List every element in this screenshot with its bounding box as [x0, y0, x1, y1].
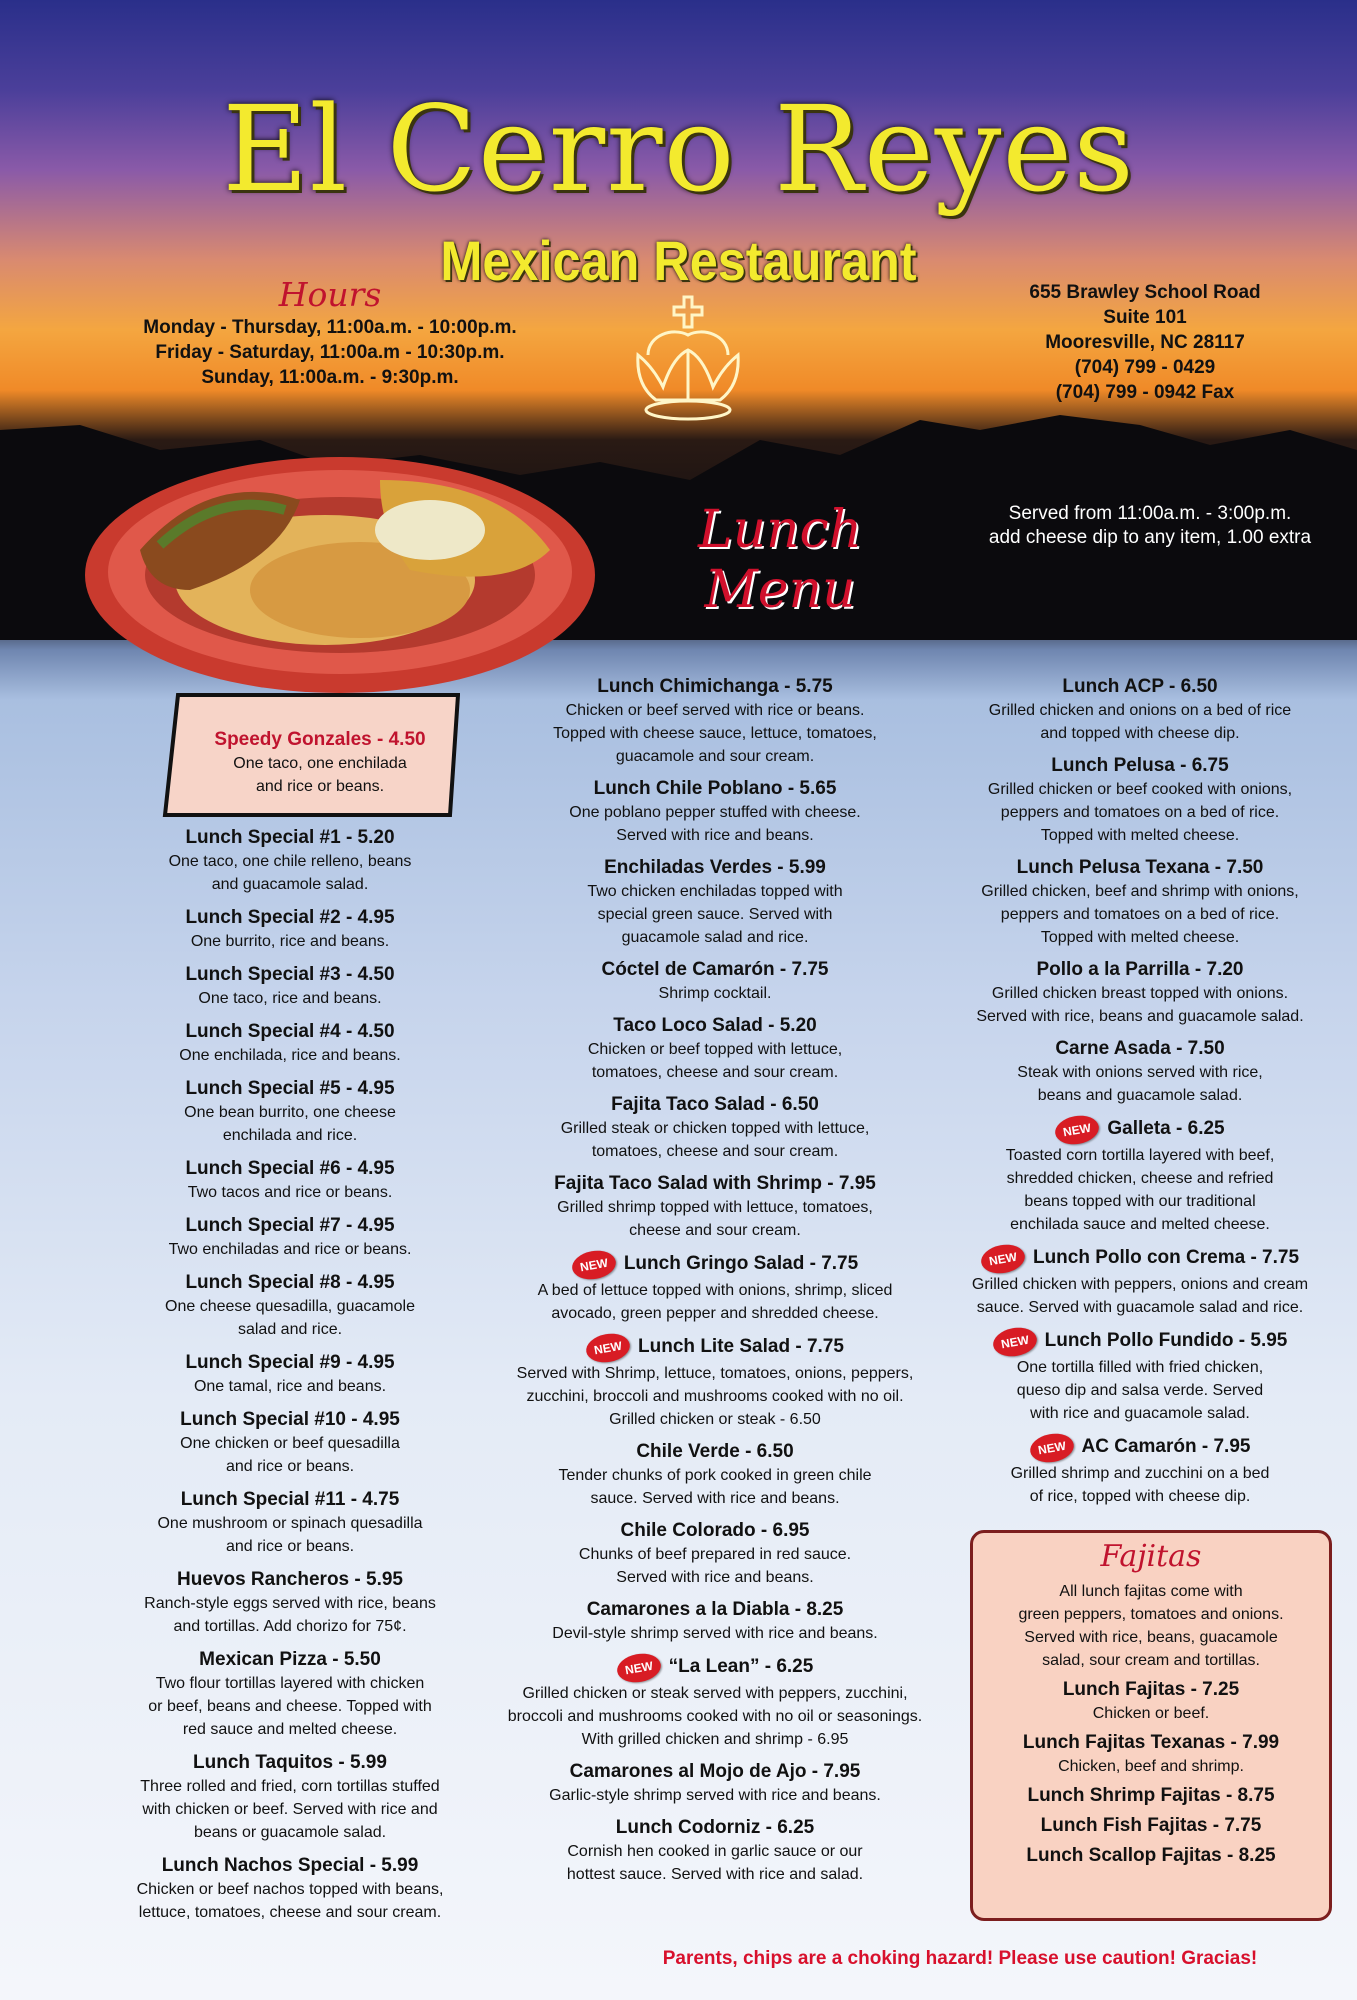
speedy-gonzales-item: [175, 728, 465, 798]
item-title: Lunch Pelusa Texana - 7.50: [1016, 857, 1264, 878]
menu-item: [500, 1251, 930, 1325]
menu-item: [125, 1214, 455, 1261]
item-desc: beans topped with our traditional: [1024, 1193, 1256, 1210]
item-desc: hottest sauce. Served with rice and salad.: [566, 1866, 864, 1883]
item-desc: cheese and sour cream.: [629, 1222, 801, 1239]
item-desc: With grilled chicken and shrimp - 6.95: [581, 1731, 849, 1748]
item-desc: Grilled chicken and onions on a bed of rice: [988, 702, 1292, 719]
item-title: Lunch Special #7 - 4.95: [185, 1215, 395, 1236]
new-badge: NEW: [584, 1330, 632, 1365]
item-desc: Grilled steak or chicken topped with lettuce,: [560, 1120, 870, 1137]
item-desc: One taco, one chile relleno, beans: [168, 853, 412, 870]
address-block: [1000, 280, 1290, 405]
new-badge: NEW: [1053, 1112, 1101, 1147]
item-name: [945, 1116, 1335, 1144]
crown-icon: [628, 295, 748, 425]
item-title: Lunch Special #4 - 4.50: [185, 1021, 395, 1042]
served-hours: Served from 11:00a.m. - 3:00p.m.: [1008, 503, 1292, 524]
item-desc: Grilled chicken, beef and shrimp with onions,: [981, 883, 1299, 900]
item-title: Galleta - 6.25: [1107, 1118, 1225, 1139]
fajitas-box: [970, 1530, 1332, 1921]
item-desc: salad and rice.: [237, 1321, 343, 1338]
item-desc: broccoli and mushrooms cooked with no oil or seasonings.: [507, 1708, 923, 1725]
fax: (704) 799 - 0942 Fax: [1055, 382, 1235, 403]
served-info: [970, 502, 1330, 550]
menu-item: [945, 1328, 1335, 1425]
item-desc: Devil-style shrimp served with rice and beans.: [552, 1625, 878, 1642]
item-desc: peppers and tomatoes on a bed of rice.: [1000, 906, 1280, 923]
item-desc: sauce. Served with rice and beans.: [590, 1490, 840, 1507]
item-desc: with rice and guacamole salad.: [1030, 1405, 1250, 1422]
item-name: Lunch Scallop Fajitas - 8.25: [1026, 1845, 1276, 1866]
item-title: Lunch Special #2 - 4.95: [185, 907, 395, 928]
restaurant-subtitle: Mexican Restaurant: [440, 229, 917, 292]
menu-item: [500, 1014, 930, 1084]
address-line: Suite 101: [1103, 307, 1187, 328]
item-name: [945, 856, 1335, 880]
item-desc: Tender chunks of pork cooked in green chile: [558, 1467, 872, 1484]
item-title: Lunch Pollo con Crema - 7.75: [1032, 1247, 1300, 1268]
item-name: [125, 1408, 455, 1432]
menu-item: [945, 1037, 1335, 1107]
item-desc: Served with rice and beans.: [616, 827, 814, 844]
menu-item: [125, 1077, 455, 1147]
item-title: Enchiladas Verdes - 5.99: [604, 857, 826, 878]
menu-item: [500, 856, 930, 949]
menu-item: [125, 1351, 455, 1398]
item-desc: One poblano pepper stuffed with cheese.: [569, 804, 861, 821]
item-title: Chile Verde - 6.50: [636, 1441, 794, 1462]
menu-item: [125, 1648, 455, 1741]
item-title: Lunch Codorniz - 6.25: [615, 1817, 815, 1838]
fajitas-intro-line: All lunch fajitas come with: [1059, 1583, 1243, 1600]
item-name: [125, 1020, 455, 1044]
menu-item: [500, 675, 930, 768]
item-desc: Three rolled and fried, corn tortillas stuffed: [140, 1778, 440, 1795]
item-name: [500, 958, 930, 982]
menu-column-2: [500, 675, 930, 1895]
item-name: [125, 1214, 455, 1238]
item-name: [500, 856, 930, 880]
item-desc: Grilled shrimp and zucchini on a bed: [1010, 1465, 1270, 1482]
item-desc: and tortillas. Add chorizo for 75¢.: [173, 1618, 407, 1635]
item-name: [125, 1648, 455, 1672]
item-name: [500, 1760, 930, 1784]
item-desc: Served with Shrimp, lettuce, tomatoes, onions, peppers,: [516, 1365, 914, 1382]
menu-item: [125, 1568, 455, 1638]
item-desc: Garlic-style shrimp served with rice and beans.: [549, 1787, 881, 1804]
menu-item: [500, 1598, 930, 1645]
choking-hazard-notice: Parents, chips are a choking hazard! Please use caution! Gracias!: [662, 1948, 1258, 1969]
menu-item: [125, 826, 455, 896]
item-desc: and rice or beans.: [225, 1538, 355, 1555]
item-name: [125, 1077, 455, 1101]
item-desc: zucchini, broccoli and mushrooms cooked with no oil.: [526, 1388, 904, 1405]
new-badge: NEW: [991, 1324, 1039, 1359]
item-title: Carne Asada - 7.50: [1055, 1038, 1225, 1059]
item-title: Huevos Rancheros - 5.95: [177, 1569, 403, 1590]
item-title: Lunch Chimichanga - 5.75: [597, 676, 833, 697]
item-desc: special green sauce. Served with: [597, 906, 833, 923]
item-desc: and rice or beans.: [255, 778, 385, 795]
new-badge: NEW: [570, 1247, 618, 1282]
item-desc: A bed of lettuce topped with onions, shrimp, sliced: [537, 1282, 893, 1299]
item-title: Cóctel de Camarón - 7.75: [601, 959, 829, 980]
item-title: Lunch Pollo Fundido - 5.95: [1044, 1330, 1288, 1351]
item-desc: Ranch-style eggs served with rice, beans: [144, 1595, 436, 1612]
item-desc: Shrimp cocktail.: [658, 985, 772, 1002]
item-desc: shredded chicken, cheese and refried: [1006, 1170, 1274, 1187]
item-name: [125, 1271, 455, 1295]
menu-item: [125, 1854, 455, 1924]
item-desc: tomatoes, cheese and sour cream.: [591, 1064, 839, 1081]
menu-item: [500, 1760, 930, 1807]
item-name: Lunch Shrimp Fajitas - 8.75: [1027, 1785, 1275, 1806]
item-desc: Cornish hen cooked in garlic sauce or our: [567, 1843, 863, 1860]
item-desc: peppers and tomatoes on a bed of rice.: [1000, 804, 1280, 821]
item-desc: One taco, rice and beans.: [198, 990, 382, 1007]
fajitas-intro: [973, 1580, 1329, 1672]
item-desc: Grilled chicken breast topped with onions.: [991, 985, 1289, 1002]
item-desc: enchilada and rice.: [222, 1127, 358, 1144]
fajitas-intro-line: salad, sour cream and tortillas.: [1042, 1652, 1260, 1669]
item-name: [500, 1172, 930, 1196]
item-title: Pollo a la Parrilla - 7.20: [1036, 959, 1244, 980]
fajitas-intro-line: Served with rice, beans, guacamole: [1024, 1629, 1278, 1646]
menu-item: [125, 1751, 455, 1844]
item-desc: Two chicken enchiladas topped with: [587, 883, 843, 900]
item-title: Camarones a la Diabla - 8.25: [586, 1599, 844, 1620]
item-desc: Chicken or beef nachos topped with beans,: [136, 1881, 444, 1898]
hours-line: Friday - Saturday, 11:00a.m - 10:30p.m.: [155, 342, 505, 363]
item-name: Lunch Fajitas - 7.25: [1062, 1679, 1240, 1700]
item-desc: of rice, topped with cheese dip.: [1029, 1488, 1251, 1505]
hours-line: Sunday, 11:00a.m. - 9:30p.m.: [201, 367, 459, 388]
item-name: [500, 1014, 930, 1038]
menu-item: [945, 754, 1335, 847]
item-desc: One chicken or beef quesadilla: [180, 1435, 400, 1452]
item-desc: red sauce and melted cheese.: [182, 1721, 398, 1738]
restaurant-name: El Cerro Reyes: [222, 80, 1135, 218]
new-badge: NEW: [1027, 1430, 1075, 1465]
menu-item: [500, 777, 930, 847]
menu-item: [125, 1271, 455, 1341]
item-name: Speedy Gonzales - 4.50: [214, 729, 426, 750]
item-title: Lunch ACP - 6.50: [1062, 676, 1218, 697]
item-desc: lettuce, tomatoes, cheese and sour cream.: [138, 1904, 442, 1921]
item-desc: Topped with melted cheese.: [1040, 929, 1240, 946]
item-title: Lunch Lite Salad - 7.75: [638, 1336, 844, 1357]
item-name: [125, 1854, 455, 1878]
item-desc: Grilled chicken with peppers, onions and cream: [971, 1276, 1309, 1293]
item-name: [500, 1093, 930, 1117]
fajitas-title: Fajitas: [1100, 1539, 1202, 1574]
fajitas-intro-line: green peppers, tomatoes and onions.: [1018, 1606, 1284, 1623]
item-desc: and rice or beans.: [225, 1458, 355, 1475]
item-desc: Grilled shrimp topped with lettuce, tomatoes,: [557, 1199, 873, 1216]
menu-item: [500, 1654, 930, 1751]
fajitas-items: [973, 1678, 1329, 1868]
item-name: [500, 1816, 930, 1840]
item-desc: Served with rice, beans and guacamole salad.: [976, 1008, 1304, 1025]
item-desc: and topped with cheese dip.: [1040, 725, 1240, 742]
item-desc: Two enchiladas and rice or beans.: [168, 1241, 412, 1258]
item-desc: Grilled chicken or steak served with peppers, zucchini,: [522, 1685, 908, 1702]
item-title: Camarones al Mojo de Ajo - 7.95: [569, 1761, 861, 1782]
hours-line: Monday - Thursday, 11:00a.m. - 10:00p.m.: [143, 317, 517, 338]
item-title: Lunch Special #6 - 4.95: [185, 1158, 395, 1179]
item-desc: avocado, green pepper and shredded cheese.: [551, 1305, 879, 1322]
item-name: [125, 1351, 455, 1375]
lunch-menu-title: Lunch Menu: [697, 500, 863, 620]
item-title: Lunch Chile Poblano - 5.65: [593, 778, 837, 799]
fajitas-item: [973, 1784, 1329, 1808]
item-name: [125, 963, 455, 987]
item-desc: Topped with melted cheese.: [1040, 827, 1240, 844]
item-desc: Topped with cheese sauce, lettuce, tomatoes,: [553, 725, 877, 742]
item-title: Lunch Gringo Salad - 7.75: [623, 1253, 859, 1274]
menu-item: [945, 1434, 1335, 1508]
item-name: [500, 675, 930, 699]
item-desc: One mushroom or spinach quesadilla: [157, 1515, 423, 1532]
item-desc: Chunks of beef prepared in red sauce.: [578, 1546, 852, 1563]
item-desc: One enchilada, rice and beans.: [179, 1047, 401, 1064]
item-name: [500, 1334, 930, 1362]
item-desc: beans and guacamole salad.: [1037, 1087, 1243, 1104]
item-title: Lunch Nachos Special - 5.99: [161, 1855, 419, 1876]
item-desc: Toasted corn tortilla layered with beef,: [1005, 1147, 1275, 1164]
food-plate-photo: [80, 440, 600, 700]
item-name: [945, 1245, 1335, 1273]
hours-title: Hours: [278, 275, 382, 314]
item-title: Lunch Special #5 - 4.95: [185, 1078, 395, 1099]
item-desc: Chicken or beef.: [1092, 1705, 1210, 1722]
item-desc: One tamal, rice and beans.: [193, 1378, 387, 1395]
fajitas-item: [973, 1731, 1329, 1778]
item-desc: One burrito, rice and beans.: [190, 933, 390, 950]
item-name: [500, 1440, 930, 1464]
menu-item: [500, 1440, 930, 1510]
item-desc: Chicken or beef served with rice or beans.: [565, 702, 865, 719]
item-desc: queso dip and salsa verde. Served: [1016, 1382, 1264, 1399]
item-desc: beans or guacamole salad.: [193, 1824, 387, 1841]
item-name: [945, 1328, 1335, 1356]
item-title: “La Lean” - 6.25: [668, 1656, 814, 1677]
item-desc: guacamole salad and rice.: [621, 929, 809, 946]
menu-item: [945, 675, 1335, 745]
menu-item: [500, 1816, 930, 1886]
item-title: AC Camarón - 7.95: [1081, 1436, 1251, 1457]
menu-item: [500, 1172, 930, 1242]
item-desc: enchilada sauce and melted cheese.: [1010, 1216, 1270, 1233]
item-name: [945, 1434, 1335, 1462]
item-title: Lunch Special #10 - 4.95: [180, 1409, 400, 1430]
item-desc: Two flour tortillas layered with chicken: [155, 1675, 425, 1692]
item-desc: One tortilla filled with fried chicken,: [1016, 1359, 1264, 1376]
menu-item: [125, 1408, 455, 1478]
new-badge: NEW: [615, 1650, 663, 1685]
hours-block: [120, 275, 540, 390]
item-title: Lunch Special #9 - 4.95: [185, 1352, 395, 1373]
item-name: [125, 1751, 455, 1775]
item-title: Lunch Special #8 - 4.95: [185, 1272, 395, 1293]
menu-item: [125, 1157, 455, 1204]
item-name: [125, 826, 455, 850]
item-name: Lunch Fajitas Texanas - 7.99: [1022, 1732, 1280, 1753]
menu-item: [125, 1488, 455, 1558]
item-title: Fajita Taco Salad - 6.50: [611, 1094, 819, 1115]
item-desc: Steak with onions served with rice,: [1017, 1064, 1263, 1081]
item-desc: One bean burrito, one cheese: [184, 1104, 396, 1121]
item-title: Mexican Pizza - 5.50: [199, 1649, 381, 1670]
cheese-dip-note: add cheese dip to any item, 1.00 extra: [988, 527, 1312, 548]
item-title: Fajita Taco Salad with Shrimp - 7.95: [554, 1173, 876, 1194]
fajitas-item: [973, 1814, 1329, 1838]
item-desc: Served with rice and beans.: [616, 1569, 814, 1586]
item-name: [125, 1488, 455, 1512]
menu-item: [500, 958, 930, 1005]
item-desc: guacamole and sour cream.: [615, 748, 815, 765]
menu-item: [945, 1245, 1335, 1319]
item-title: Lunch Special #11 - 4.75: [180, 1489, 400, 1510]
menu-item: [945, 856, 1335, 949]
menu-item: [500, 1093, 930, 1163]
address-line: Mooresville, NC 28117: [1045, 332, 1245, 353]
item-name: [945, 754, 1335, 778]
fajitas-item: [973, 1844, 1329, 1868]
item-desc: One cheese quesadilla, guacamole: [165, 1298, 415, 1315]
item-desc: Chicken or beef topped with lettuce,: [587, 1041, 843, 1058]
item-desc: sauce. Served with guacamole salad and rice.: [976, 1299, 1304, 1316]
menu-column-1: [125, 826, 455, 1934]
item-name: [945, 675, 1335, 699]
menu-item: [945, 958, 1335, 1028]
menu-item: [125, 906, 455, 953]
item-title: Lunch Special #3 - 4.50: [185, 964, 395, 985]
menu-item: [500, 1519, 930, 1589]
item-desc: and guacamole salad.: [211, 876, 369, 893]
item-name: [500, 1654, 930, 1682]
item-name: [500, 1519, 930, 1543]
item-name: [500, 777, 930, 801]
item-desc: Chicken, beef and shrimp.: [1058, 1758, 1244, 1775]
item-desc: Grilled chicken or beef cooked with onions,: [987, 781, 1293, 798]
new-badge: NEW: [979, 1241, 1027, 1276]
item-title: Lunch Taquitos - 5.99: [193, 1752, 387, 1773]
address-line: 655 Brawley School Road: [1029, 282, 1261, 303]
item-title: Lunch Pelusa - 6.75: [1051, 755, 1229, 776]
item-name: [945, 958, 1335, 982]
menu-item: [945, 1116, 1335, 1236]
menu-item: [125, 963, 455, 1010]
item-name: [500, 1251, 930, 1279]
item-name: [125, 1568, 455, 1592]
fajitas-item: [973, 1678, 1329, 1725]
item-title: Chile Colorado - 6.95: [620, 1520, 810, 1541]
item-name: [125, 906, 455, 930]
menu-item: [500, 1334, 930, 1431]
phone: (704) 799 - 0429: [1074, 357, 1216, 378]
item-desc: Two tacos and rice or beans.: [187, 1184, 393, 1201]
item-desc: Grilled chicken or steak - 6.50: [609, 1411, 821, 1428]
item-title: Taco Loco Salad - 5.20: [613, 1015, 817, 1036]
menu-item: [125, 1020, 455, 1067]
item-desc: or beef, beans and cheese. Topped with: [148, 1698, 432, 1715]
item-name: [945, 1037, 1335, 1061]
item-name: [500, 1598, 930, 1622]
item-desc: with chicken or beef. Served with rice and: [142, 1801, 438, 1818]
item-desc: tomatoes, cheese and sour cream.: [591, 1143, 839, 1160]
item-title: Lunch Special #1 - 5.20: [185, 827, 395, 848]
menu-column-3: [945, 675, 1335, 1517]
item-desc: One taco, one enchilada: [233, 755, 407, 772]
item-name: [125, 1157, 455, 1181]
item-name: Lunch Fish Fajitas - 7.75: [1040, 1815, 1262, 1836]
